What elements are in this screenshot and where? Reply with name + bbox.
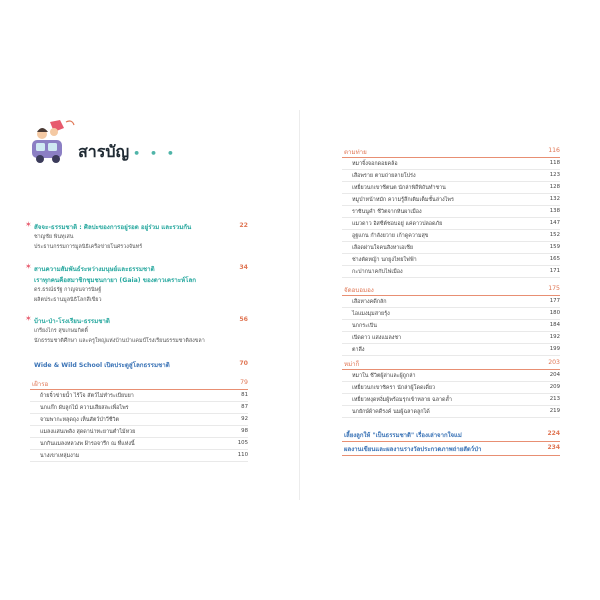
entry-text: เหยี่ยวนกเขาชิครา นักล่าผู้โดดเดี่ยว xyxy=(352,385,436,391)
entry-text: แมลงแสนเพลิง สุดดาน่าทะยานตำไม้หวย xyxy=(40,429,136,435)
toc-row xyxy=(342,182,560,194)
book-spine xyxy=(299,110,300,500)
section-page: 56 xyxy=(239,316,248,323)
category-label: จัดอบอมอง xyxy=(344,287,374,294)
entry-text: ผลงานเขียนและผลงานรางวัลประกวดภาพถ่ายสัตว์ป่า xyxy=(344,446,482,453)
sub-line xyxy=(30,286,248,296)
page-number: 184 xyxy=(549,322,560,328)
author-name: ดร.ธรณ์ธรัฐ กาญจนจารนิษฐ์ xyxy=(34,287,102,293)
author-role: นักธรรมชาติศึกษา และครูใหญ่แห่งบ้านป่าแคมป์โรงเรียนธรรมชาติสงขลา xyxy=(34,338,205,344)
toc-row xyxy=(342,308,560,320)
category-head xyxy=(342,284,560,296)
section-label: บ้าน-ป่า-โรงเรียน-ธรรมชาติ xyxy=(34,318,110,325)
category-head xyxy=(342,358,560,370)
entry-text: เหยี่ยวนกเขาชีตนต นักล่าพิถีพิถันทำชาน xyxy=(352,185,446,191)
entry-text: ราชินนูคำ ชีวิตจากหินผาเมือง xyxy=(352,209,422,215)
section-head xyxy=(30,275,248,286)
page-number: 159 xyxy=(549,244,560,250)
page-number: 81 xyxy=(241,392,248,398)
category-label: เฝ้ารอ xyxy=(32,381,49,388)
toc-row xyxy=(30,402,248,414)
category-page: 79 xyxy=(240,379,248,386)
page-number: 123 xyxy=(549,172,560,178)
category-head xyxy=(30,378,248,390)
toc-category xyxy=(342,146,560,278)
page-number: 165 xyxy=(549,256,560,262)
page-number: 147 xyxy=(549,220,560,226)
author-name: ชาญชัย พินทุเสน xyxy=(34,234,74,240)
page-number: 234 xyxy=(547,444,560,451)
entry-text: ตาลึง xyxy=(352,347,365,353)
entry-text: อูฐแกน กำลังยวาย เก้าดูความสุข xyxy=(352,233,429,239)
section-label: สัจจะ-ธรรมชาติ : ศิลปะของการอยู่รอด อยู่ร่วม และรวมกัน xyxy=(34,224,192,231)
page-number: 204 xyxy=(549,372,560,378)
toc-section xyxy=(25,262,248,306)
sub-line xyxy=(30,296,248,306)
entry-text: ช่างตัดหญ้า นกยูงไทยใฟฟ้า xyxy=(352,257,417,263)
toc-row xyxy=(30,414,248,426)
toc-row xyxy=(342,320,560,332)
entry-text: เปิดดาว แสงแมลงชา xyxy=(352,335,402,341)
entry-text: เหยี่ยวหงุดหงิ่มผู้พร้อมรุกเข้าหลาย ฉลาดล้ำ xyxy=(352,397,452,403)
entry-text: ไอแมงมุมสายรุ้ง xyxy=(352,311,390,317)
toc-row xyxy=(342,254,560,266)
toc-row xyxy=(342,158,560,170)
toc-row xyxy=(342,370,560,382)
page-number: 224 xyxy=(547,430,560,437)
entry-text: นกยักษ์ผ้าคดีรงค์ นมผู้ฉลาดลูกได้ xyxy=(352,409,430,415)
page-number: 199 xyxy=(549,346,560,352)
toc-bold-row xyxy=(342,428,560,442)
toc-row xyxy=(342,394,560,406)
left-page xyxy=(25,118,248,498)
page-number: 138 xyxy=(549,208,560,214)
sub-line xyxy=(30,337,248,347)
section-head xyxy=(25,262,248,275)
category-head xyxy=(342,146,560,158)
category-label: ตามท่าย xyxy=(344,149,367,156)
entry-text: เลี้ยงลูกให้ "เป็นธรรมชาติ" เรื่องเล่าจากใจแม่ xyxy=(344,432,462,439)
sub-line xyxy=(30,233,248,243)
page-number: 177 xyxy=(549,298,560,304)
section-head xyxy=(30,360,248,371)
toc-row xyxy=(342,242,560,254)
sub-line xyxy=(30,243,248,253)
entry-text: เสือพราย ตามถ่ายลายโปร่ง xyxy=(352,173,416,179)
star-icon: ✶ xyxy=(25,262,32,271)
toc-section xyxy=(25,220,248,253)
page-number: 128 xyxy=(549,184,560,190)
toc-row xyxy=(342,344,560,356)
section-label: Wide & Wild School เปิดประตูสู่โลกธรรมชาติ xyxy=(34,362,170,369)
entry-text: เลือดผ่านใจคนสิงหาเอเชีย xyxy=(352,245,414,251)
toc-row xyxy=(342,266,560,278)
page-number: 219 xyxy=(549,408,560,414)
toc-row xyxy=(342,218,560,230)
section-head xyxy=(25,314,248,327)
toc-row xyxy=(30,390,248,402)
section-label-line2: เราทุกคนคือสมาชิกชุมชนกายา (Gaia) ของดาวเคราะห์โลก xyxy=(34,277,197,284)
page-number: 192 xyxy=(549,334,560,340)
page-number: 132 xyxy=(549,196,560,202)
toc-row xyxy=(30,438,248,450)
toc-row xyxy=(342,170,560,182)
page-title: สารบัญ • • • xyxy=(78,142,177,161)
entry-text: หมาจิ้งจอกดอยคล้อ xyxy=(352,161,398,167)
page-number: 105 xyxy=(237,440,248,446)
page-number: 92 xyxy=(241,416,248,422)
sub-line xyxy=(30,327,248,337)
toc-extra xyxy=(342,428,560,456)
toc-bold-row xyxy=(342,442,560,456)
toc-row xyxy=(342,206,560,218)
category-page: 116 xyxy=(548,147,560,154)
toc-section xyxy=(25,314,248,347)
page-number: 118 xyxy=(549,160,560,166)
entry-text: นกกินแมลงหลวงพ ฝ้ารอจารึก ณ ที่แห่งนี้ xyxy=(40,441,135,447)
page-number: 180 xyxy=(549,310,560,316)
category-page: 175 xyxy=(548,285,560,292)
children-in-car-illustration-icon xyxy=(30,118,78,168)
toc-row xyxy=(342,332,560,344)
entry-text: กะปากนาคกับไฟเมือง xyxy=(352,269,403,275)
toc-row xyxy=(342,296,560,308)
entry-text: แมวดาว อิสซีต์ชอบอยู่ แค่ดาวปลอดภัย xyxy=(352,221,443,227)
page-number: 213 xyxy=(549,396,560,402)
category-label: หม่าก็ xyxy=(344,361,360,368)
entry-text: นกกระเปิน xyxy=(352,323,377,329)
section-page: 22 xyxy=(239,222,248,229)
page-number: 87 xyxy=(241,404,248,410)
page-number: 209 xyxy=(549,384,560,390)
toc-row xyxy=(30,450,248,462)
toc-row xyxy=(342,382,560,394)
author-role: ประธานกรรมการมูลนิธิเครือข่ายโนศรวงจันทร์ xyxy=(34,244,143,250)
section-page: 34 xyxy=(239,264,248,271)
toc-row xyxy=(342,194,560,206)
toc-row xyxy=(30,426,248,438)
star-icon: ✶ xyxy=(25,314,32,323)
toc-category xyxy=(342,358,560,418)
toc-category xyxy=(30,378,248,462)
page-number: 98 xyxy=(241,428,248,434)
toc-section xyxy=(30,360,248,371)
toc-category xyxy=(342,284,560,356)
entry-text: ถ้ายจิ๋วข่ายน้ำ ไร้โจ สัตว์ไม่ทำระเบียบยา xyxy=(40,393,134,399)
entry-text: จามพากะหลุดถุง เห็นสัตว์ป่าวีชีวิต xyxy=(40,417,120,423)
star-icon: ✶ xyxy=(25,220,32,229)
title-dots: • • • xyxy=(133,147,177,160)
page-number: 110 xyxy=(237,452,248,458)
entry-text: เสือหางคดีกลัก xyxy=(352,299,387,305)
entry-text: หมาใน ชีวิตผู้ล่าและผู้ถูกล่า xyxy=(352,373,416,379)
toc-row xyxy=(342,230,560,242)
author-name: เกรียงไกร สุขเกษมกิตติ์ xyxy=(34,328,88,334)
author-role: ผลิตประธานมูลนิธิโลกสีเขียว xyxy=(34,297,102,303)
section-page: 70 xyxy=(239,360,248,367)
entry-text: นางเขาเหลุ่มงาม xyxy=(40,453,80,459)
entry-text: นกแก๊ก ผับลูกไม้ ความเสียสละเพื่อไพร xyxy=(40,405,129,411)
category-page: 203 xyxy=(548,359,560,366)
toc-row xyxy=(342,406,560,418)
page-number: 171 xyxy=(549,268,560,274)
right-page xyxy=(342,140,560,520)
entry-text: หมูป่าหน้าหมัก ความรู้ลึกเติมเต็มชั้นล่างไพร xyxy=(352,197,454,203)
page-number: 152 xyxy=(549,232,560,238)
section-head xyxy=(25,220,248,233)
section-label: สานความสัมพันธ์ระหว่างมนุษย์และธรรมชาติ xyxy=(34,266,155,273)
